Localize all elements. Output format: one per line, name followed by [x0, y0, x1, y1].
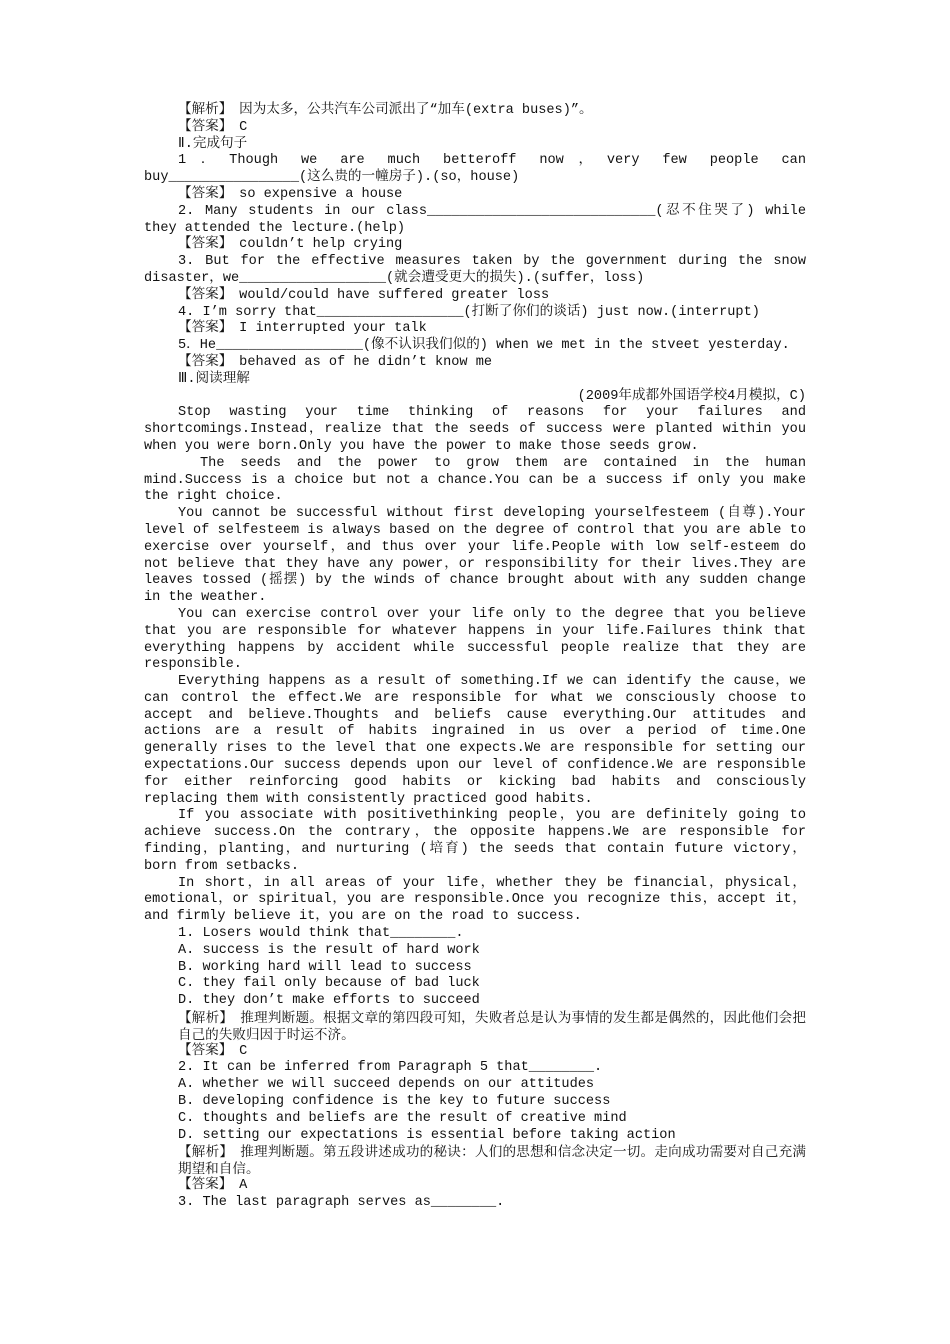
- passage-paragraph-5: Everything happens as a result of something.If we can identify the cause，we can control the effect.We are responsible for what we consciously choose to accept and believe.Thoughts and beliefs cause everything.Our attitudes and actions are a result of habits ingrained in us over a period of time.One generally rises to the level that one expects.We are responsible for setting our expectations.Our success depends upon our level of confidence.We are responsible for either reinforcing good habits or kicking bad habits and consciously replacing them with consistently practiced good habits.: [144, 674, 806, 807]
- reading-question-1: 1. Losers would think that________.: [178, 926, 464, 942]
- document-page: [144, 103, 806, 1212]
- line-2: 【答案】 C: [178, 119, 248, 135]
- passage-paragraph-3: You cannot be successful without first developing yourselfesteem (自尊).Your level of selfesteem is always based on the degree of control that you are able to exercise over yourself，and thus over your life.People with low self-esteem do not believe that they have any power，or responsibility for their lives.They are leaves tossed (摇摆) by the winds of chance brought about with any sudden change in the weather.: [144, 506, 806, 606]
- option-1b: B. working hard will lead to success: [178, 959, 472, 975]
- option-1c: C. they fail only because of bad luck: [178, 976, 480, 992]
- question-1: 1．Though we are much betteroff now，very few people can buy________________(这么贵的一幢房子).(so，house): [144, 153, 806, 186]
- answer-3: 【答案】 would/could have suffered greater loss: [178, 287, 550, 303]
- passage-paragraph-2: The seeds and the power to grow them are contained in the human mind.Success is a choice but not a chance.You can be a success if only you make the right choice.: [144, 455, 806, 505]
- section-heading-2: Ⅱ.完成句子: [178, 136, 248, 152]
- passage-paragraph-7: In short，in all areas of your life，whether they be financial，physical，emotional，or spiritual，you are responsible.Once you recognize this，accept it，and firmly believe it，you are on the road to success.: [144, 875, 806, 925]
- explanation-1: 【解析】 推理判断题。根据文章的第四段可知，失败者总是认为事情的发生都是偶然的，因此他们会把自己的失败归因于时运不济。: [178, 1010, 806, 1043]
- section-heading-3: Ⅲ.阅读理解: [178, 371, 250, 387]
- question-3: 3. But for the effective measures taken by the government during the snow disaster，we__________________(就会遭受更大的损失).(suffer，loss): [144, 254, 806, 286]
- source-note: (2009年成都外国语学校4月模拟，C): [577, 388, 806, 404]
- option-1a: A. success is the result of hard work: [178, 942, 480, 958]
- option-2b: B. developing confidence is the key to future success: [178, 1094, 611, 1110]
- option-1d: D. they don’t make efforts to succeed: [178, 993, 480, 1009]
- question-5: 5．He__________________(像不认识我们似的) when we met in the stveet yesterday.: [178, 338, 790, 354]
- explanation-2: 【解析】 推理判断题。第五段讲述成功的秘诀：人们的思想和信念决定一切。走向成功需要对自己充满期望和自信。: [178, 1144, 806, 1178]
- answer-4: 【答案】 I interrupted your talk: [178, 321, 427, 337]
- answer-1: 【答案】 so expensive a house: [178, 186, 403, 202]
- answer-5: 【答案】 behaved as of he didn’t know me: [178, 354, 493, 370]
- option-2c: C. thoughts and beliefs are the result of creative mind: [178, 1110, 627, 1126]
- reading-answer-1: 【答案】 C: [178, 1043, 248, 1059]
- option-2a: A. whether we will succeed depends on our attitudes: [178, 1077, 595, 1093]
- passage-paragraph-4: You can exercise control over your life only to the degree that you believe that you are responsible for whatever happens in your life.Failures think that everything happens by accident while successful people realize that they are responsible.: [144, 606, 806, 673]
- passage-paragraph-1: Stop wasting your time thinking of reasons for your failures and shortcomings.Instead，realize that the seeds of success were planted within you when you were born.Only you have the power to make those seeds grow.: [144, 405, 806, 454]
- passage-paragraph-6: If you associate with positivethinking people，you are definitely going to achieve success.On the contrary，the opposite happens.We are responsible for finding，planting，and nurturing (培育) the seeds that contain future victory，born from setbacks.: [144, 808, 806, 874]
- line-1: 【解析】 因为太多，公共汽车公司派出了“加车(extra buses)”。: [178, 103, 593, 118]
- reading-question-3: 3. The last paragraph serves as________.: [178, 1194, 505, 1210]
- option-2d: D. setting our expectations is essential before taking action: [178, 1127, 676, 1143]
- reading-answer-2: 【答案】 A: [178, 1178, 248, 1193]
- question-2: 2. Many students in our class____________________________(忍不住哭了) while they attended the lecture.(help): [144, 203, 806, 236]
- answer-2: 【答案】 couldn’t help crying: [178, 237, 403, 253]
- question-4: 4. I’m sorry that__________________(打断了你们的谈话) just now.(interrupt): [178, 304, 760, 320]
- reading-question-2: 2. It can be inferred from Paragraph 5 that________.: [178, 1060, 603, 1076]
